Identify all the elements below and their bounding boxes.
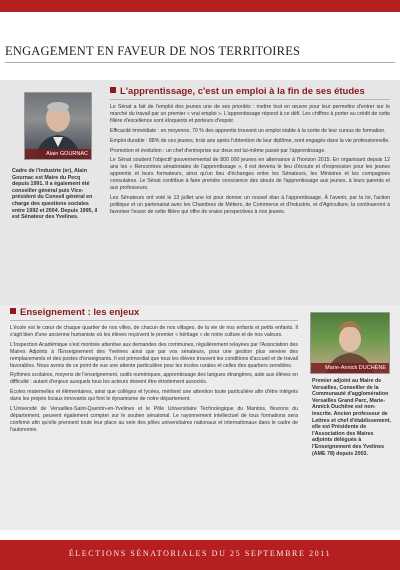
- section-enseignement-rule: [10, 320, 298, 321]
- page-heading: ENGAGEMENT EN FAVEUR DE NOS TERRITOIRES: [5, 44, 301, 58]
- paragraph: Efficacité immédiate : en moyenne, 70 % des apprentis trouvent un emploi stable à la sortie de leur cursus de formation.: [110, 127, 386, 134]
- paragraph: Le Sénat a fait de l'emploi des jeunes une de ses priorités : mettre tout en œuvre pour leur permettre d'entrer sur le marché du travail par un premier « vrai emploi ». L'apprentissage répond à ce défi. Les chiffres à porter au crédit de cette filière d'excellence sont éloquents et porteurs d'espoir.: [110, 104, 390, 124]
- section-apprentissage-body: [110, 104, 390, 302]
- paragraph: Rythmes scolaires, moyens de l'enseignement, outils numériques, apprentissage des langues étrangères, aide aux élèves en difficulté : autant d'enjeux auxquels tous les acteurs doivent être étroitement associés.: [10, 372, 298, 386]
- paragraph: Promotion et évolution : un chef d'entreprise sur deux est lui-même passé par l'apprentissage.: [110, 147, 326, 154]
- bio-marie-annick-duchene: Premier adjoint au Maire de Versailles, Conseiller de la Communauté d'agglomération Versailles Grand Parc, Marie-Annick Duchêne est non-inscrite. Ancien professeur de Lettres et chef d'établissement, elle est Présidente de l'Association des Maires adjoints délégués à l'Enseignement des Yvelines (AME 78) depuis 2003.: [312, 378, 391, 457]
- section-enseignement-body: [10, 325, 298, 537]
- top-bar: [0, 0, 400, 12]
- section-apprentissage-title: [110, 86, 365, 97]
- section-apprentissage-title-text: L'apprentissage, c'est un emploi à la fin de ses études: [120, 86, 365, 97]
- bio-alain-gournac: Cadre de l'industrie (er), Alain Gournac est Maire du Pecq depuis 1991. Il a également été conseiller général puis Vice-président du Conseil général en charge des questions sociales entre 1992 et 2004. Depuis 1995, il est Sénateur des Yvelines.: [12, 168, 98, 221]
- square-bullet-icon: [110, 87, 116, 93]
- section-enseignement-title: [10, 307, 139, 318]
- portrait-alain-gournac: [24, 92, 92, 160]
- paragraph: L'Inspection Académique s'est montrée attentive aux demandes des communes, régulièrement relayées par l'Association des Maires Adjoints à l'Enseignement des Yvelines ainsi que par vos sénateurs, pour une gestion plus sereine des remplacements et des postes d'enseignants. Il est primordial que tous les élèves trouvent les conditions d'accueil et de travail favorables. Nous avons de ce point de vue une attente particulière pour les écoles rurales et celles des quartiers sensibles.: [10, 341, 298, 369]
- paragraph: Emploi durable : 88% de ces jeunes, trois ans après l'obtention de leur diplôme, sont engagés dans la vie professionnelle.: [110, 137, 390, 144]
- photo-caption: Alain GOURNAC: [25, 149, 91, 159]
- paragraph: Écoles maternelles et élémentaires, ainsi que collèges et lycées, méritent une attention toute particulière afin d'être intégrés dans les projets locaux innovants qui font le dynamisme de notre département.: [10, 389, 298, 403]
- square-bullet-icon: [10, 308, 16, 314]
- section-enseignement-title-text: Enseignement : les enjeux: [20, 307, 140, 318]
- paragraph: Les Sénateurs ont voté le 13 juillet une loi pour donner un nouvel élan à l'apprentissage. À l'avenir, par la loi, l'action politique et un partenariat avec les Chambres de Métiers, de Commerce et d'Industrie, et d'Agriculture, la continueront à favoriser l'essor de cette filière qui offre de vraies perspectives à nos jeunes.: [110, 194, 390, 215]
- portrait-marie-annick-duchene: [310, 312, 390, 374]
- paragraph: L'école est le cœur de chaque quartier de nos villes, de chacun de nos villages, de la vie de nos enfants et petits enfants. Il s'agit bien d'une ancienne humaniste où les élèves reçoivent le premier « héritage » de notre culture et de nos valeurs.: [10, 325, 298, 338]
- paragraph: L'Université de Versailles-Saint-Quentin-en-Yvelines et le Pôle Universitaire Technologique du Mantois, fleurons du département, peuvent également compter sur le soutien sénatorial. Le rayonnement intellectuel de tous formations sera confirmé afin qu'elle prennent toute leur place au sein des pôles universitaires nationaux et internationaux dans le cadre de l'autonomie.: [10, 406, 298, 433]
- heading-rule: [5, 62, 395, 63]
- photo-caption: Marie-Annick DUCHÈNE: [311, 363, 389, 373]
- paragraph: Le Sénat soutient l'objectif gouvernemental de 800 000 jeunes en alternance à l'horizon 2015. En organisant depuis 12 ans les « Rencontres sénatoriales de l'apprentissage », il est devenu le lieu d'écoute et d'expression pour les jeunes apprentis et leurs formateurs, ainsi qu'un lieu d'échanges entre les Sénateurs, les Ministres et les compagnies consulaires. Le Sénat contribue à faire prendre conscience des atouts de l'apprentissage aux jeunes, à leurs parents et aux professeurs.: [110, 157, 390, 192]
- section-apprentissage-rule: [110, 99, 390, 100]
- footer-title: ÉLECTIONS SÉNATORIALES DU 25 SEPTEMBRE 2011: [68, 549, 332, 558]
